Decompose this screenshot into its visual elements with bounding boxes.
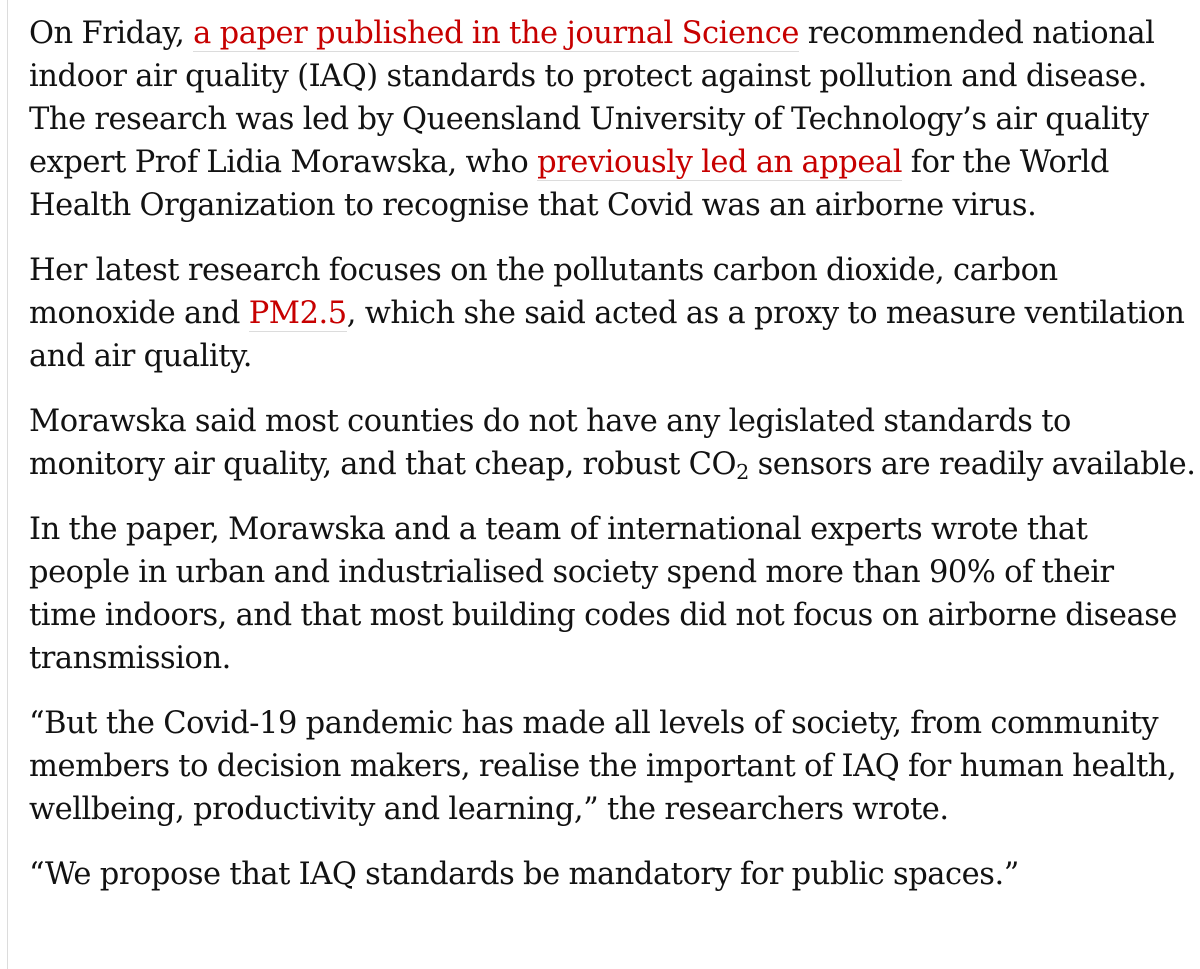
subscript-2: 2 [736, 460, 749, 485]
paragraph-6 [29, 853, 1200, 896]
paragraph-3 [29, 400, 1200, 486]
text-run: Morawska said most counties do not have any legislated standards to [29, 404, 1071, 439]
text-run: The research was led by Queensland University of Technology’s air quality [29, 102, 1149, 137]
text-run: Health Organization to recognise that Covid was an airborne virus. [29, 188, 1037, 223]
previous-appeal-link[interactable]: previously led an appeal [537, 145, 903, 180]
science-paper-link[interactable]: a paper published in the journal Science [193, 16, 799, 51]
left-border-rule [7, 0, 8, 969]
text-run: recommended national [799, 16, 1155, 51]
text-run: sensors are readily available. [748, 447, 1196, 482]
text-run: monitory air quality, and that cheap, robust CO [29, 447, 737, 482]
pm25-link[interactable]: PM2.5 [248, 296, 347, 331]
article-body [29, 12, 1200, 918]
text-run: and air quality. [29, 339, 253, 374]
text-run: time indoors, and that most building codes did not focus on airborne disease [29, 598, 1178, 633]
text-run: transmission. [29, 641, 231, 676]
text-run: In the paper, Morawska and a team of international experts wrote that [29, 512, 1088, 547]
text-run: wellbeing, productivity and learning,” the researchers wrote. [29, 792, 949, 827]
text-run: “We propose that IAQ standards be mandatory for public spaces.” [29, 857, 1019, 892]
paragraph-1 [29, 12, 1200, 227]
text-run: for the World [902, 145, 1109, 180]
paragraph-4 [29, 508, 1200, 680]
text-run: , which she said acted as a proxy to measure ventilation [346, 296, 1185, 331]
text-run: indoor air quality (IAQ) standards to protect against pollution and disease. [29, 59, 1147, 94]
text-run: “But the Covid-19 pandemic has made all levels of society, from community [29, 706, 1159, 741]
text-run: Her latest research focuses on the pollutants carbon dioxide, carbon [29, 253, 1058, 288]
paragraph-2 [29, 249, 1200, 378]
text-run: expert Prof Lidia Morawska, who [29, 145, 538, 180]
paragraph-5 [29, 702, 1200, 831]
text-run: monoxide and [29, 296, 249, 331]
text-run: people in urban and industrialised society spend more than 90% of their [29, 555, 1114, 590]
text-run: On Friday, [29, 16, 194, 51]
text-run: members to decision makers, realise the important of IAQ for human health, [29, 749, 1177, 784]
